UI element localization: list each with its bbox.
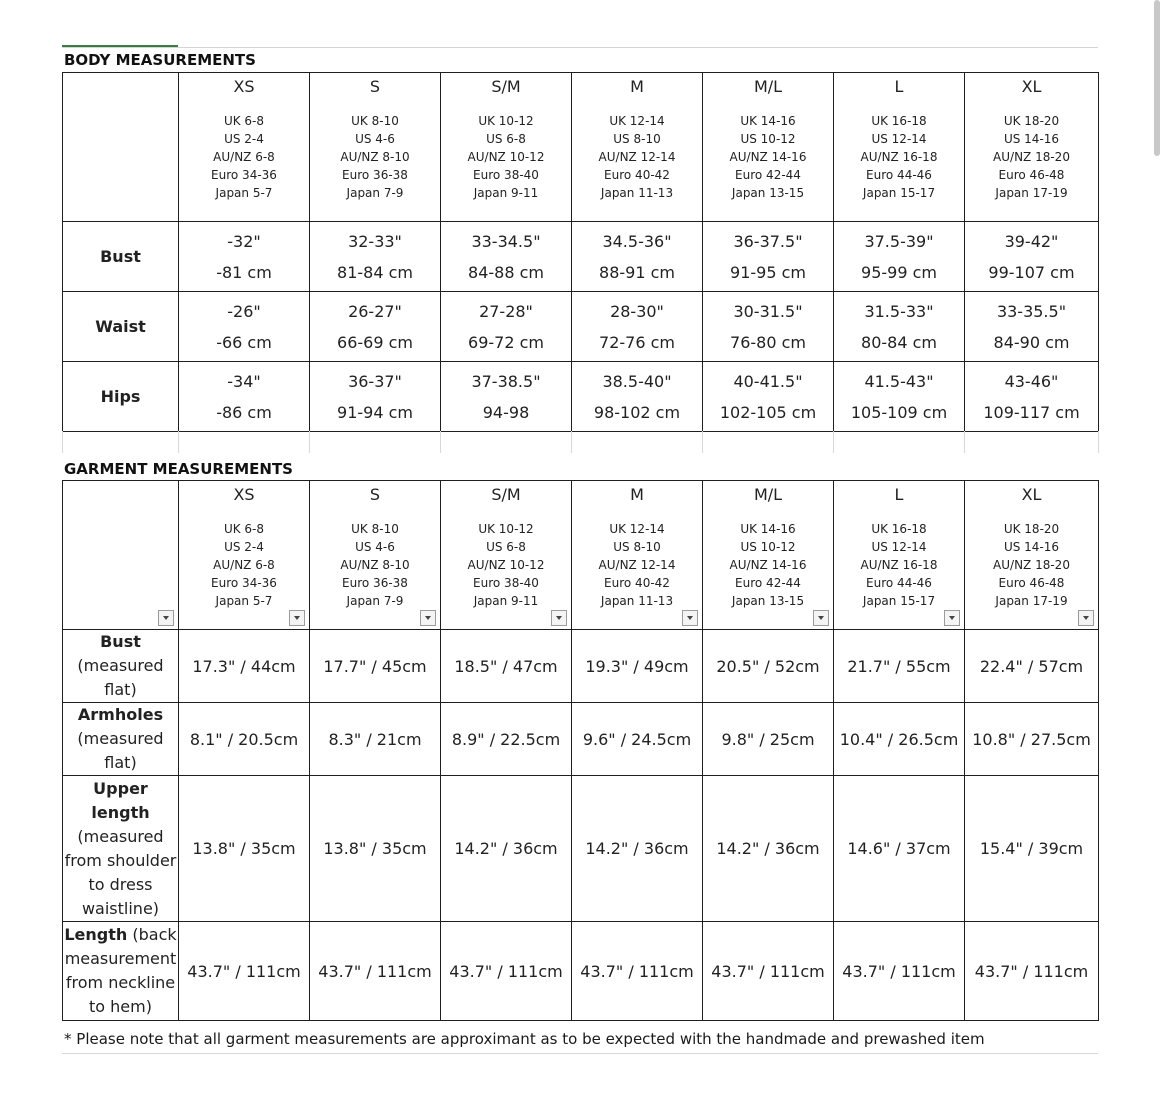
size-conversion-line: Euro 40-42 bbox=[604, 576, 670, 590]
inch-value: 43-46" bbox=[1004, 371, 1059, 391]
spacer-gridline bbox=[571, 431, 572, 453]
size-conversion-line: US 4-6 bbox=[355, 132, 395, 146]
size-conversions bbox=[441, 112, 571, 202]
row-label bbox=[63, 703, 179, 776]
inch-value: 31.5-33" bbox=[864, 301, 934, 321]
body-measurements-table bbox=[62, 72, 1099, 432]
measurement-cell bbox=[834, 292, 965, 362]
spacer-gridline bbox=[178, 431, 179, 453]
size-conversion-line: US 12-14 bbox=[871, 132, 927, 146]
row-label-text: Hips bbox=[100, 386, 141, 406]
measurement-cell: 43.7" / 111cm bbox=[310, 922, 441, 1021]
size-conversion-line: AU/NZ 6-8 bbox=[213, 558, 275, 572]
size-conversion-line: Japan 13-15 bbox=[731, 594, 805, 608]
row-label-text: Bust bbox=[100, 246, 141, 266]
inch-value: 28-30" bbox=[610, 301, 664, 321]
size-name: S bbox=[369, 485, 381, 504]
size-conversion-line: UK 18-20 bbox=[1003, 522, 1060, 536]
size-conversions bbox=[179, 520, 309, 610]
inch-value: 40-41.5" bbox=[733, 371, 803, 391]
inch-value: 33-35.5" bbox=[996, 301, 1067, 321]
size-conversions bbox=[834, 520, 964, 610]
measurement-cell: 14.2" / 36cm bbox=[441, 776, 572, 922]
measurement-cell bbox=[310, 362, 441, 432]
measurement-cell: 43.7" / 111cm bbox=[179, 922, 310, 1021]
cm-value: 105-109 cm bbox=[850, 402, 948, 422]
measurement-cell bbox=[441, 292, 572, 362]
measurement-cell: 17.3" / 44cm bbox=[179, 630, 310, 703]
measurement-cell bbox=[441, 222, 572, 292]
size-column-header bbox=[572, 481, 703, 630]
measurement-cell: 10.8" / 27.5cm bbox=[965, 703, 1099, 776]
size-column-header bbox=[834, 481, 965, 630]
garment-measurements-title: GARMENT MEASUREMENTS bbox=[64, 460, 293, 478]
measurement-cell: 13.8" / 35cm bbox=[179, 776, 310, 922]
cm-value: 102-105 cm bbox=[719, 402, 817, 422]
inch-value: 27-28" bbox=[479, 301, 533, 321]
cm-value: 95-99 cm bbox=[861, 262, 937, 282]
size-conversion-line: Japan 7-9 bbox=[346, 186, 404, 200]
measurement-cell bbox=[572, 362, 703, 432]
size-conversion-line: Euro 42-44 bbox=[735, 576, 801, 590]
size-column-header bbox=[310, 481, 441, 630]
size-conversion-line: UK 10-12 bbox=[478, 522, 534, 536]
row-label bbox=[63, 362, 179, 432]
dropdown-arrow-icon[interactable] bbox=[551, 610, 567, 626]
measurement-cell: 8.9" / 22.5cm bbox=[441, 703, 572, 776]
garment-row bbox=[63, 703, 1099, 776]
size-conversion-line: Euro 34-36 bbox=[211, 576, 277, 590]
size-column-header bbox=[179, 481, 310, 630]
spacer-gridline bbox=[309, 431, 310, 453]
size-conversion-line: AU/NZ 18-20 bbox=[993, 558, 1070, 572]
measurement-cell: 43.7" / 111cm bbox=[572, 922, 703, 1021]
inch-value: -26" bbox=[227, 301, 261, 321]
size-conversion-line: UK 16-18 bbox=[871, 522, 927, 536]
cm-value: 109-117 cm bbox=[983, 402, 1080, 422]
size-conversion-line: Japan 13-15 bbox=[731, 186, 805, 200]
measurement-cell: 43.7" / 111cm bbox=[441, 922, 572, 1021]
size-column-header bbox=[179, 73, 310, 222]
row-label-bold: Armholes bbox=[77, 705, 164, 724]
inch-value: 37.5-39" bbox=[864, 231, 934, 251]
measurement-cell bbox=[310, 292, 441, 362]
measurement-cell bbox=[441, 362, 572, 432]
body-row-waist bbox=[63, 292, 1099, 362]
size-conversion-line: UK 12-14 bbox=[609, 114, 665, 128]
size-conversion-line: US 14-16 bbox=[1003, 132, 1060, 146]
size-conversion-line: Japan 5-7 bbox=[215, 594, 273, 608]
size-name: XS bbox=[233, 77, 255, 96]
measurement-cell: 21.7" / 55cm bbox=[834, 630, 965, 703]
size-conversion-line: Japan 17-19 bbox=[995, 186, 1068, 200]
size-name: M/L bbox=[753, 485, 783, 504]
spacer-gridline bbox=[964, 431, 965, 453]
size-conversion-line: AU/NZ 10-12 bbox=[467, 150, 545, 164]
size-conversion-line: UK 10-12 bbox=[478, 114, 534, 128]
inch-value: 26-27" bbox=[348, 301, 402, 321]
size-conversion-line: Japan 9-11 bbox=[473, 186, 539, 200]
cm-value: 91-94 cm bbox=[337, 402, 413, 422]
measurement-cell: 14.2" / 36cm bbox=[572, 776, 703, 922]
size-conversion-line: US 6-8 bbox=[486, 540, 526, 554]
cm-value: 88-91 cm bbox=[599, 262, 675, 282]
size-conversion-line: Euro 44-46 bbox=[866, 168, 932, 182]
spacer-row bbox=[62, 431, 1098, 453]
cm-value: 94-98 bbox=[482, 402, 530, 422]
inch-value: 30-31.5" bbox=[733, 301, 803, 321]
dropdown-arrow-icon[interactable] bbox=[420, 610, 436, 626]
size-conversions bbox=[834, 112, 964, 202]
size-column-header bbox=[441, 481, 572, 630]
cm-value: -86 cm bbox=[216, 402, 272, 422]
size-column-header bbox=[310, 73, 441, 222]
size-header-row bbox=[63, 73, 1099, 222]
size-name: XL bbox=[1021, 485, 1042, 504]
measurement-cell bbox=[834, 222, 965, 292]
scrollbar-thumb[interactable] bbox=[1154, 0, 1160, 156]
size-name: S bbox=[369, 77, 381, 96]
size-name: L bbox=[894, 77, 904, 96]
measurement-cell bbox=[703, 222, 834, 292]
garment-row bbox=[63, 922, 1099, 1021]
spacer-gridline bbox=[702, 431, 703, 453]
size-conversion-line: US 14-16 bbox=[1003, 540, 1060, 554]
measurement-cell bbox=[965, 362, 1099, 432]
size-name: L bbox=[894, 485, 904, 504]
size-column-header bbox=[703, 73, 834, 222]
size-conversion-line: US 10-12 bbox=[740, 540, 796, 554]
size-conversion-line: US 2-4 bbox=[224, 132, 264, 146]
size-conversion-line: US 2-4 bbox=[224, 540, 264, 554]
measurement-cell: 13.8" / 35cm bbox=[310, 776, 441, 922]
measurement-cell: 9.6" / 24.5cm bbox=[572, 703, 703, 776]
size-name: XL bbox=[1021, 77, 1042, 96]
measurement-cell bbox=[179, 222, 310, 292]
row-label bbox=[63, 922, 179, 1021]
size-conversions bbox=[572, 112, 702, 202]
size-conversions bbox=[441, 520, 571, 610]
size-conversion-line: AU/NZ 14-16 bbox=[729, 150, 807, 164]
garment-size-header-row bbox=[63, 481, 1099, 630]
size-conversion-line: Euro 36-38 bbox=[342, 168, 408, 182]
size-conversion-line: Euro 38-40 bbox=[473, 168, 539, 182]
inch-value: 38.5-40" bbox=[602, 371, 672, 391]
dropdown-arrow-icon[interactable] bbox=[1078, 610, 1094, 626]
spacer-gridline bbox=[1098, 431, 1099, 453]
size-conversion-line: AU/NZ 12-14 bbox=[598, 150, 676, 164]
size-conversion-line: Japan 9-11 bbox=[473, 594, 539, 608]
inch-value: 39-42" bbox=[1004, 231, 1059, 251]
measurement-cell: 15.4" / 39cm bbox=[965, 776, 1099, 922]
cm-value: 98-102 cm bbox=[593, 402, 681, 422]
cm-value: 76-80 cm bbox=[730, 332, 806, 352]
dropdown-arrow-icon[interactable] bbox=[158, 610, 174, 626]
size-conversions bbox=[703, 112, 833, 202]
size-conversions bbox=[310, 112, 440, 202]
size-name: M bbox=[630, 77, 644, 96]
cm-value: 84-88 cm bbox=[468, 262, 544, 282]
size-name: XS bbox=[233, 485, 255, 504]
inch-value: 33-34.5" bbox=[471, 231, 541, 251]
size-conversion-line: Euro 46-48 bbox=[998, 576, 1065, 590]
cm-value: 72-76 cm bbox=[599, 332, 675, 352]
size-name: M bbox=[630, 485, 644, 504]
row-label bbox=[63, 776, 179, 922]
measurement-cell: 10.4" / 26.5cm bbox=[834, 703, 965, 776]
row-label-detail: (measured flat) bbox=[77, 729, 164, 772]
row-label-text: Waist bbox=[95, 316, 146, 336]
cm-value: 66-69 cm bbox=[337, 332, 413, 352]
size-conversion-line: Japan 5-7 bbox=[215, 186, 273, 200]
body-row-bust bbox=[63, 222, 1099, 292]
cm-value: 91-95 cm bbox=[730, 262, 806, 282]
size-conversion-line: Euro 36-38 bbox=[342, 576, 408, 590]
blank-corner-cell bbox=[63, 481, 179, 630]
size-conversion-line: AU/NZ 16-18 bbox=[860, 558, 938, 572]
size-conversion-line: Euro 46-48 bbox=[998, 168, 1065, 182]
cm-value: 81-84 cm bbox=[337, 262, 413, 282]
size-conversion-line: Japan 11-13 bbox=[600, 186, 674, 200]
measurement-cell: 8.3" / 21cm bbox=[310, 703, 441, 776]
size-conversion-line: US 6-8 bbox=[486, 132, 526, 146]
measurement-cell bbox=[703, 362, 834, 432]
size-conversion-line: US 12-14 bbox=[871, 540, 927, 554]
cm-value: -81 cm bbox=[216, 262, 272, 282]
size-conversion-line: UK 12-14 bbox=[609, 522, 665, 536]
size-column-header bbox=[441, 73, 572, 222]
measurement-cell bbox=[965, 222, 1099, 292]
row-label-bold: Length bbox=[64, 925, 128, 944]
measurement-cell: 19.3" / 49cm bbox=[572, 630, 703, 703]
size-conversion-line: UK 14-16 bbox=[740, 522, 796, 536]
garment-row bbox=[63, 630, 1099, 703]
size-conversion-line: Euro 44-46 bbox=[866, 576, 932, 590]
row-label bbox=[63, 222, 179, 292]
size-conversion-line: Euro 40-42 bbox=[604, 168, 670, 182]
measurement-cell bbox=[179, 362, 310, 432]
measurement-cell: 43.7" / 111cm bbox=[703, 922, 834, 1021]
body-row-hips bbox=[63, 362, 1099, 432]
header-rule bbox=[62, 47, 1098, 48]
measurement-cell bbox=[179, 292, 310, 362]
measurement-cell bbox=[834, 362, 965, 432]
size-column-header bbox=[834, 73, 965, 222]
size-conversion-line: UK 8-10 bbox=[351, 522, 399, 536]
size-conversion-line: UK 18-20 bbox=[1003, 114, 1060, 128]
measurement-cell bbox=[572, 292, 703, 362]
measurement-cell: 9.8" / 25cm bbox=[703, 703, 834, 776]
size-conversions bbox=[310, 520, 440, 610]
cm-value: 80-84 cm bbox=[861, 332, 937, 352]
spacer-gridline bbox=[440, 431, 441, 453]
inch-value: 32-33" bbox=[348, 231, 402, 251]
inch-value: 34.5-36" bbox=[602, 231, 672, 251]
inch-value: -34" bbox=[227, 371, 261, 391]
footnote: * Please note that all garment measurements are approximant as to be expected with the handmade and prewashed item bbox=[64, 1030, 985, 1048]
dropdown-arrow-icon[interactable] bbox=[944, 610, 960, 626]
measurement-cell: 17.7" / 45cm bbox=[310, 630, 441, 703]
size-conversion-line: AU/NZ 12-14 bbox=[598, 558, 676, 572]
row-label bbox=[63, 292, 179, 362]
size-name: M/L bbox=[753, 77, 783, 96]
measurement-cell: 22.4" / 57cm bbox=[965, 630, 1099, 703]
size-conversion-line: AU/NZ 14-16 bbox=[729, 558, 807, 572]
cm-value: 69-72 cm bbox=[468, 332, 544, 352]
measurement-cell bbox=[703, 292, 834, 362]
row-label-detail: (measured from shoulder to dress waistline) bbox=[64, 826, 177, 918]
size-conversion-line: Japan 11-13 bbox=[600, 594, 674, 608]
cm-value: -66 cm bbox=[216, 332, 272, 352]
size-conversion-line: Japan 15-17 bbox=[862, 186, 936, 200]
size-conversion-line: AU/NZ 8-10 bbox=[340, 558, 410, 572]
row-label-detail: (measured flat) bbox=[77, 656, 164, 699]
size-conversion-line: AU/NZ 8-10 bbox=[340, 150, 410, 164]
row-label-detail: (back measurement from neckline to hem) bbox=[64, 925, 177, 1016]
size-name: S/M bbox=[491, 77, 521, 96]
size-conversions bbox=[179, 112, 309, 202]
inch-value: 37-38.5" bbox=[471, 371, 541, 391]
dropdown-arrow-icon[interactable] bbox=[289, 610, 305, 626]
size-conversions bbox=[703, 520, 833, 610]
size-column-header bbox=[572, 73, 703, 222]
blank-corner-cell bbox=[63, 73, 179, 222]
size-conversion-line: Euro 38-40 bbox=[473, 576, 539, 590]
measurement-cell: 14.2" / 36cm bbox=[703, 776, 834, 922]
size-conversion-line: US 10-12 bbox=[740, 132, 796, 146]
size-conversion-line: Japan 15-17 bbox=[862, 594, 936, 608]
inch-value: 36-37.5" bbox=[733, 231, 803, 251]
measurement-cell: 8.1" / 20.5cm bbox=[179, 703, 310, 776]
size-conversion-line: US 8-10 bbox=[613, 132, 661, 146]
size-conversion-line: UK 8-10 bbox=[351, 114, 399, 128]
measurement-cell bbox=[310, 222, 441, 292]
size-conversion-line: AU/NZ 10-12 bbox=[467, 558, 545, 572]
size-conversion-line: US 4-6 bbox=[355, 540, 395, 554]
size-conversions bbox=[965, 112, 1098, 202]
dropdown-arrow-icon[interactable] bbox=[813, 610, 829, 626]
size-name: S/M bbox=[491, 485, 521, 504]
dropdown-arrow-icon[interactable] bbox=[682, 610, 698, 626]
garment-measurements-table bbox=[62, 480, 1099, 1021]
size-conversion-line: UK 6-8 bbox=[223, 522, 265, 536]
measurement-cell: 14.6" / 37cm bbox=[834, 776, 965, 922]
measurement-cell bbox=[965, 292, 1099, 362]
size-conversion-line: UK 16-18 bbox=[871, 114, 927, 128]
row-label-bold: Bust bbox=[100, 632, 141, 651]
spacer-gridline bbox=[62, 431, 63, 453]
size-conversion-line: US 8-10 bbox=[613, 540, 661, 554]
measurement-cell: 20.5" / 52cm bbox=[703, 630, 834, 703]
spacer-gridline bbox=[833, 431, 834, 453]
size-conversion-line: AU/NZ 6-8 bbox=[213, 150, 275, 164]
measurement-cell: 43.7" / 111cm bbox=[965, 922, 1099, 1021]
body-measurements-title: BODY MEASUREMENTS bbox=[64, 51, 256, 69]
size-conversion-line: UK 6-8 bbox=[223, 114, 265, 128]
inch-value: 36-37" bbox=[348, 371, 402, 391]
size-column-header bbox=[965, 73, 1099, 222]
size-conversion-line: Japan 7-9 bbox=[346, 594, 404, 608]
size-conversions bbox=[965, 520, 1098, 610]
measurement-cell: 43.7" / 111cm bbox=[834, 922, 965, 1021]
size-conversion-line: Japan 17-19 bbox=[995, 594, 1068, 608]
cm-value: 99-107 cm bbox=[988, 262, 1075, 282]
size-column-header bbox=[703, 481, 834, 630]
row-label-bold: Upper length bbox=[91, 778, 150, 822]
measurement-cell: 18.5" / 47cm bbox=[441, 630, 572, 703]
size-conversion-line: Euro 34-36 bbox=[211, 168, 277, 182]
size-conversion-line: UK 14-16 bbox=[740, 114, 796, 128]
size-conversion-line: AU/NZ 16-18 bbox=[860, 150, 938, 164]
row-label bbox=[63, 630, 179, 703]
garment-row bbox=[63, 776, 1099, 922]
inch-value: -32" bbox=[227, 231, 261, 251]
cm-value: 84-90 cm bbox=[993, 332, 1070, 352]
size-conversions bbox=[572, 520, 702, 610]
inch-value: 41.5-43" bbox=[864, 371, 934, 391]
measurement-cell bbox=[572, 222, 703, 292]
size-column-header bbox=[965, 481, 1099, 630]
size-conversion-line: AU/NZ 18-20 bbox=[993, 150, 1070, 164]
size-conversion-line: Euro 42-44 bbox=[735, 168, 801, 182]
footnote-rule bbox=[62, 1053, 1098, 1054]
